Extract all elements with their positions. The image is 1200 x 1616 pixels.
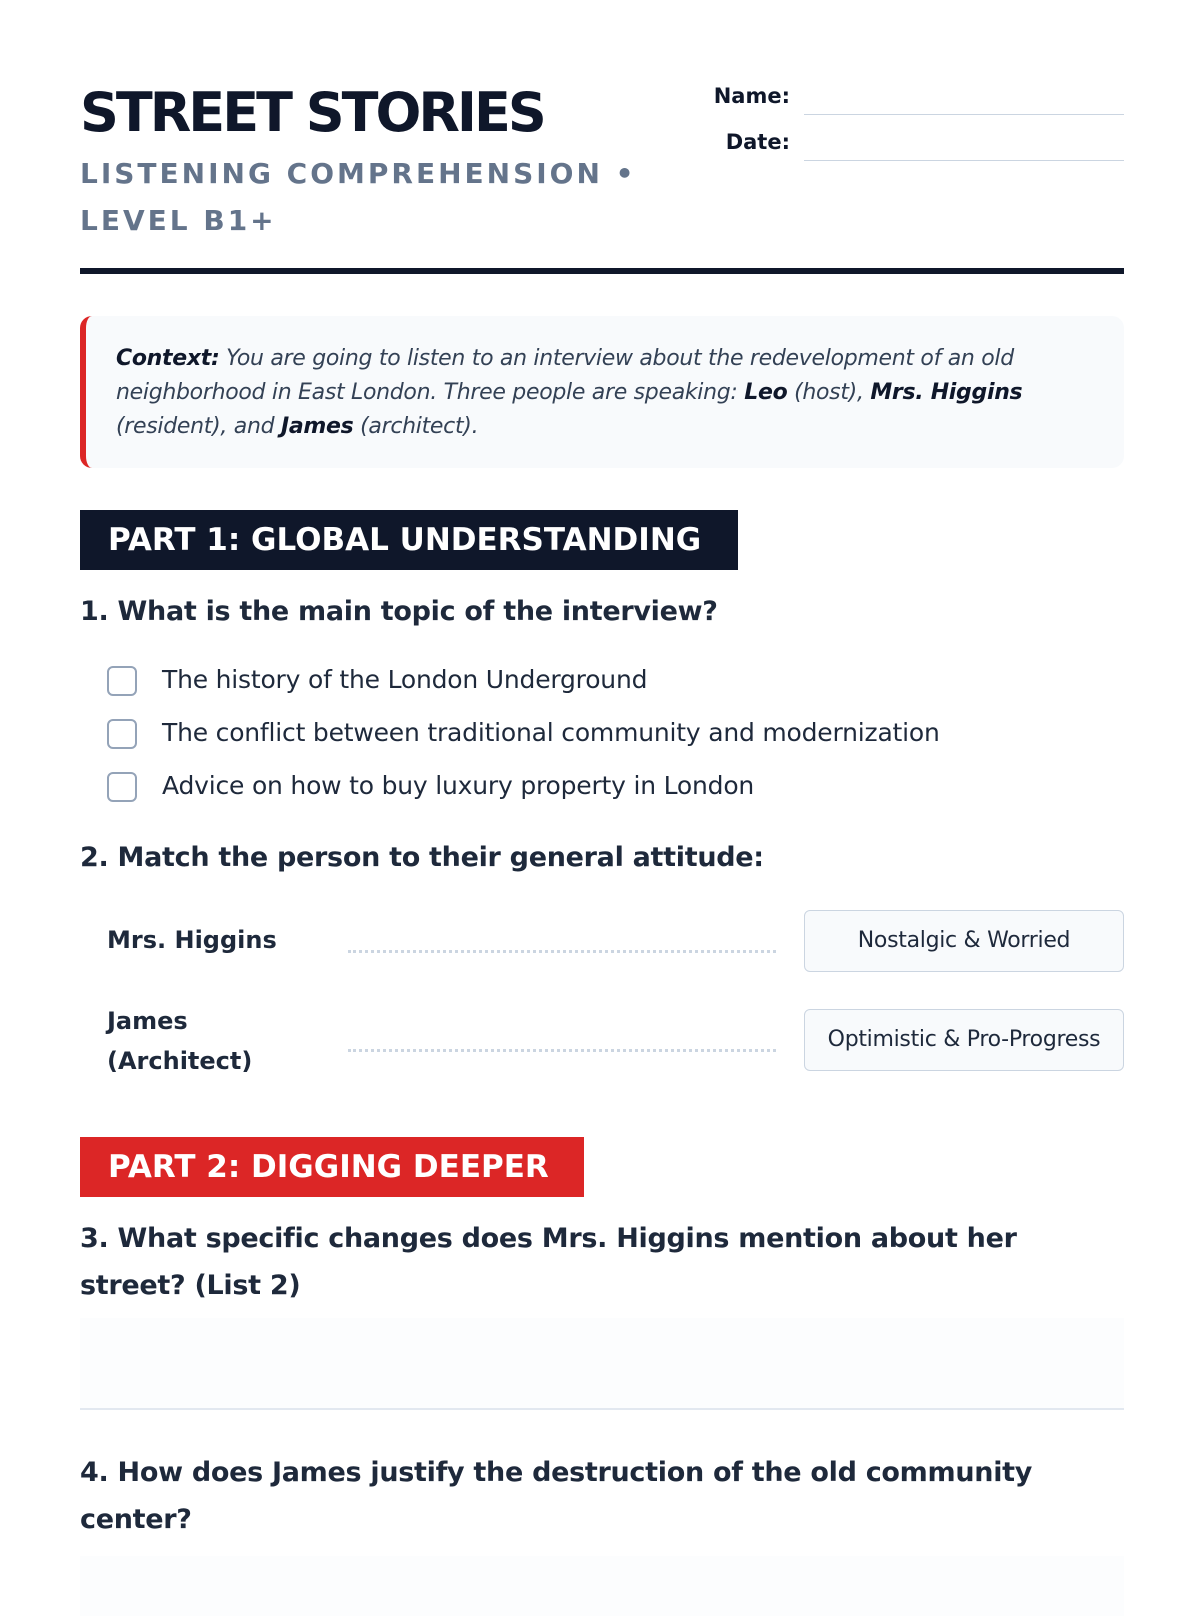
answer-area-q4[interactable] [80, 1556, 1124, 1616]
checkbox[interactable] [107, 666, 137, 696]
speaker-leo: Leo [744, 380, 788, 405]
match-line[interactable] [348, 950, 776, 953]
header-divider [80, 268, 1124, 274]
match-attitude[interactable]: Optimistic & Pro-Progress [804, 1009, 1124, 1071]
option-label: The conflict between traditional community and modernization [162, 718, 940, 747]
worksheet-title: STREET STORIES [80, 81, 544, 144]
q1-option-1[interactable] [107, 666, 1107, 700]
option-label: The history of the London Underground [162, 665, 648, 694]
context-intro: You are going to listen to an interview about the redevelopment of an old neighborhood in East London. Three people are speaking: [116, 346, 1014, 405]
checkbox[interactable] [107, 719, 137, 749]
date-field[interactable] [804, 160, 1124, 161]
context-box [80, 316, 1124, 468]
match-person: Mrs. Higgins [107, 926, 277, 954]
match-row [80, 1009, 1124, 1075]
question-4: 4. How does James justify the destruction of the old community center? [80, 1457, 1033, 1535]
question-3: 3. What specific changes does Mrs. Higgins mention about her street? (List 2) [80, 1223, 1017, 1301]
answer-area-q3[interactable] [80, 1318, 1124, 1410]
question-1: 1. What is the main topic of the interview? [80, 596, 718, 627]
q1-option-3[interactable] [107, 772, 1107, 806]
name-field[interactable] [804, 114, 1124, 115]
part2-heading: PART 2: DIGGING DEEPER [80, 1137, 584, 1197]
name-label: Name: [713, 84, 790, 108]
context-label: Context: [116, 346, 220, 371]
match-person: James (Architect) [107, 1007, 253, 1075]
date-row [700, 128, 1124, 162]
part1-heading: PART 1: GLOBAL UNDERSTANDING [80, 510, 738, 570]
match-line[interactable] [348, 1049, 776, 1052]
speaker-higgins: Mrs. Higgins [870, 380, 1023, 405]
option-label: Advice on how to buy luxury property in London [162, 771, 755, 800]
name-row [700, 82, 1124, 116]
worksheet-subtitle: LISTENING COMPREHENSION • LEVEL B1+ [80, 157, 637, 237]
match-row [80, 910, 1124, 976]
match-attitude[interactable]: Nostalgic & Worried [804, 910, 1124, 972]
speaker-james-role: (architect). [353, 414, 479, 439]
q1-option-2[interactable] [107, 719, 1107, 753]
checkbox[interactable] [107, 772, 137, 802]
speaker-leo-role: (host), [787, 380, 871, 405]
question-2: 2. Match the person to their general attitude: [80, 842, 764, 873]
worksheet-header [80, 80, 1124, 270]
speaker-higgins-role: (resident), and [116, 414, 281, 439]
context-text [116, 342, 1084, 444]
date-label: Date: [725, 130, 790, 154]
speaker-james: James [280, 414, 354, 439]
